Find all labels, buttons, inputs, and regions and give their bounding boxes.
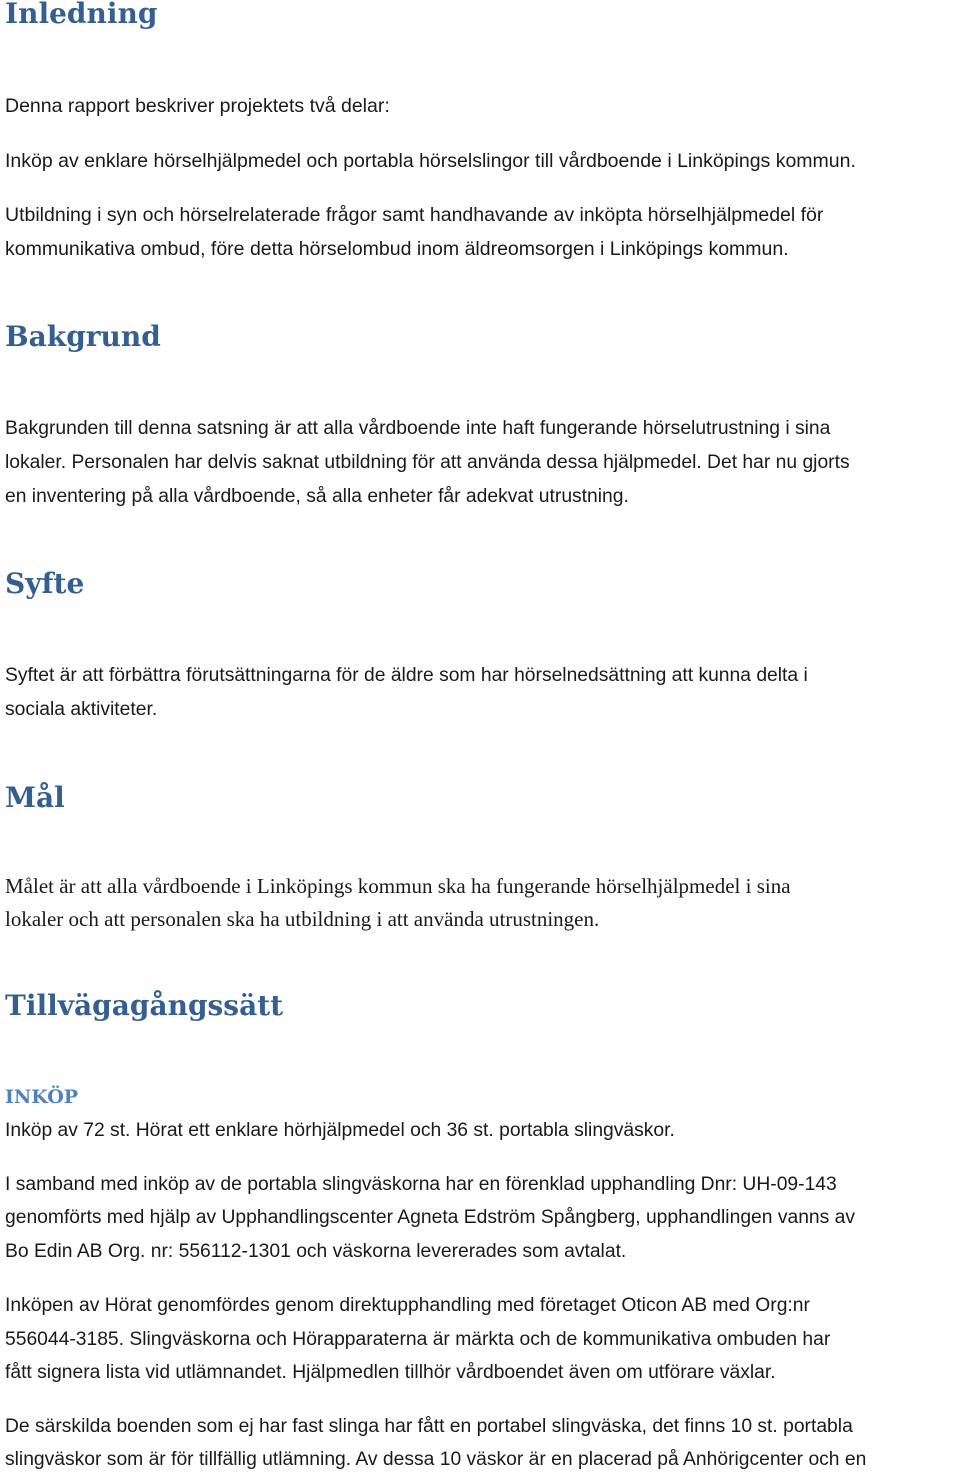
inledning-line-1: Denna rapport beskriver projektets två delar: [5,95,390,117]
tillvagagangssatt-line-4: Bo Edin AB Org. nr: 556112-1301 och väskorna levererades som avtalat. [5,1241,627,1262]
inledning-line-3: Utbildning i syn och hörselrelaterade frågor samt handhavande av inköpta hörselhjälpmedel för [5,204,824,226]
inledning-line-4: kommunikativa ombud, före detta hörselombud inom äldreomsorgen i Linköpings kommun. [5,238,789,260]
inledning-line-2: Inköp av enklare hörselhjälpmedel och portabla hörselslingor till vårdboende i Linköpings kommun. [5,150,856,172]
tillvagagangssatt-line-2: I samband med inköp av de portabla slingväskorna har en förenklad upphandling Dnr: UH-09-143 [5,1174,837,1195]
bakgrund-line-3: en inventering på alla vårdboende, så alla enheter får adekvat utrustning. [5,486,629,507]
bakgrund-line-1: Bakgrunden till denna satsning är att alla vårdboende inte haft fungerande hörselutrustning i sina [5,418,831,439]
tillvagagangssatt-line-1: Inköp av 72 st. Hörat ett enklare hörhjälpmedel och 36 st. portabla slingväskor. [5,1120,675,1141]
heading-syfte: Syfte [5,567,85,600]
mal-line-1: Målet är att alla vårdboende i Linköpings kommun ska ha fungerande hörselhjälpmedel i sina [5,874,791,898]
heading-mal: Mål [5,781,65,814]
syfte-line-1: Syftet är att förbättra förutsättningarna för de äldre som har hörselnedsättning att kunna delta i [5,665,808,686]
mal-line-2: lokaler och att personalen ska ha utbildning i att använda utrustningen. [5,907,600,931]
heading-inledning: Inledning [5,0,158,30]
heading-bakgrund: Bakgrund [5,320,161,353]
subheading-inkop: INKÖP [5,1086,79,1108]
bakgrund-line-2: lokaler. Personalen har delvis saknat utbildning för att använda dessa hjälpmedel. Det har nu gjorts [5,452,850,473]
tillvagagangssatt-line-5: Inköpen av Hörat genomfördes genom direktupphandling med företaget Oticon AB med Org:nr [5,1295,810,1316]
heading-tillvagagangssatt: Tillvägagångssätt [5,989,284,1022]
tillvagagangssatt-line-7: fått signera lista vid utlämnandet. Hjälpmedlen tillhör vårdboendet även om utförare växlar. [5,1362,776,1383]
tillvagagangssatt-line-9: slingväskor som är för tillfällig utlämning. Av dessa 10 väskor är en placerad på Anhörigcenter och en [5,1449,867,1470]
tillvagagangssatt-line-6: 556044-3185. Slingväskorna och Hörapparaterna är märkta och de kommunikativa ombuden har [5,1329,831,1350]
tillvagagangssatt-line-8: De särskilda boenden som ej har fast slinga har fått en portabel slingväska, det finns 10 st. portabla [5,1416,853,1437]
tillvagagangssatt-line-3: genomförts med hjälp av Upphandlingscenter Agneta Edström Spångberg, upphandlingen vanns av [5,1207,856,1228]
syfte-line-2: sociala aktiviteter. [5,699,158,720]
